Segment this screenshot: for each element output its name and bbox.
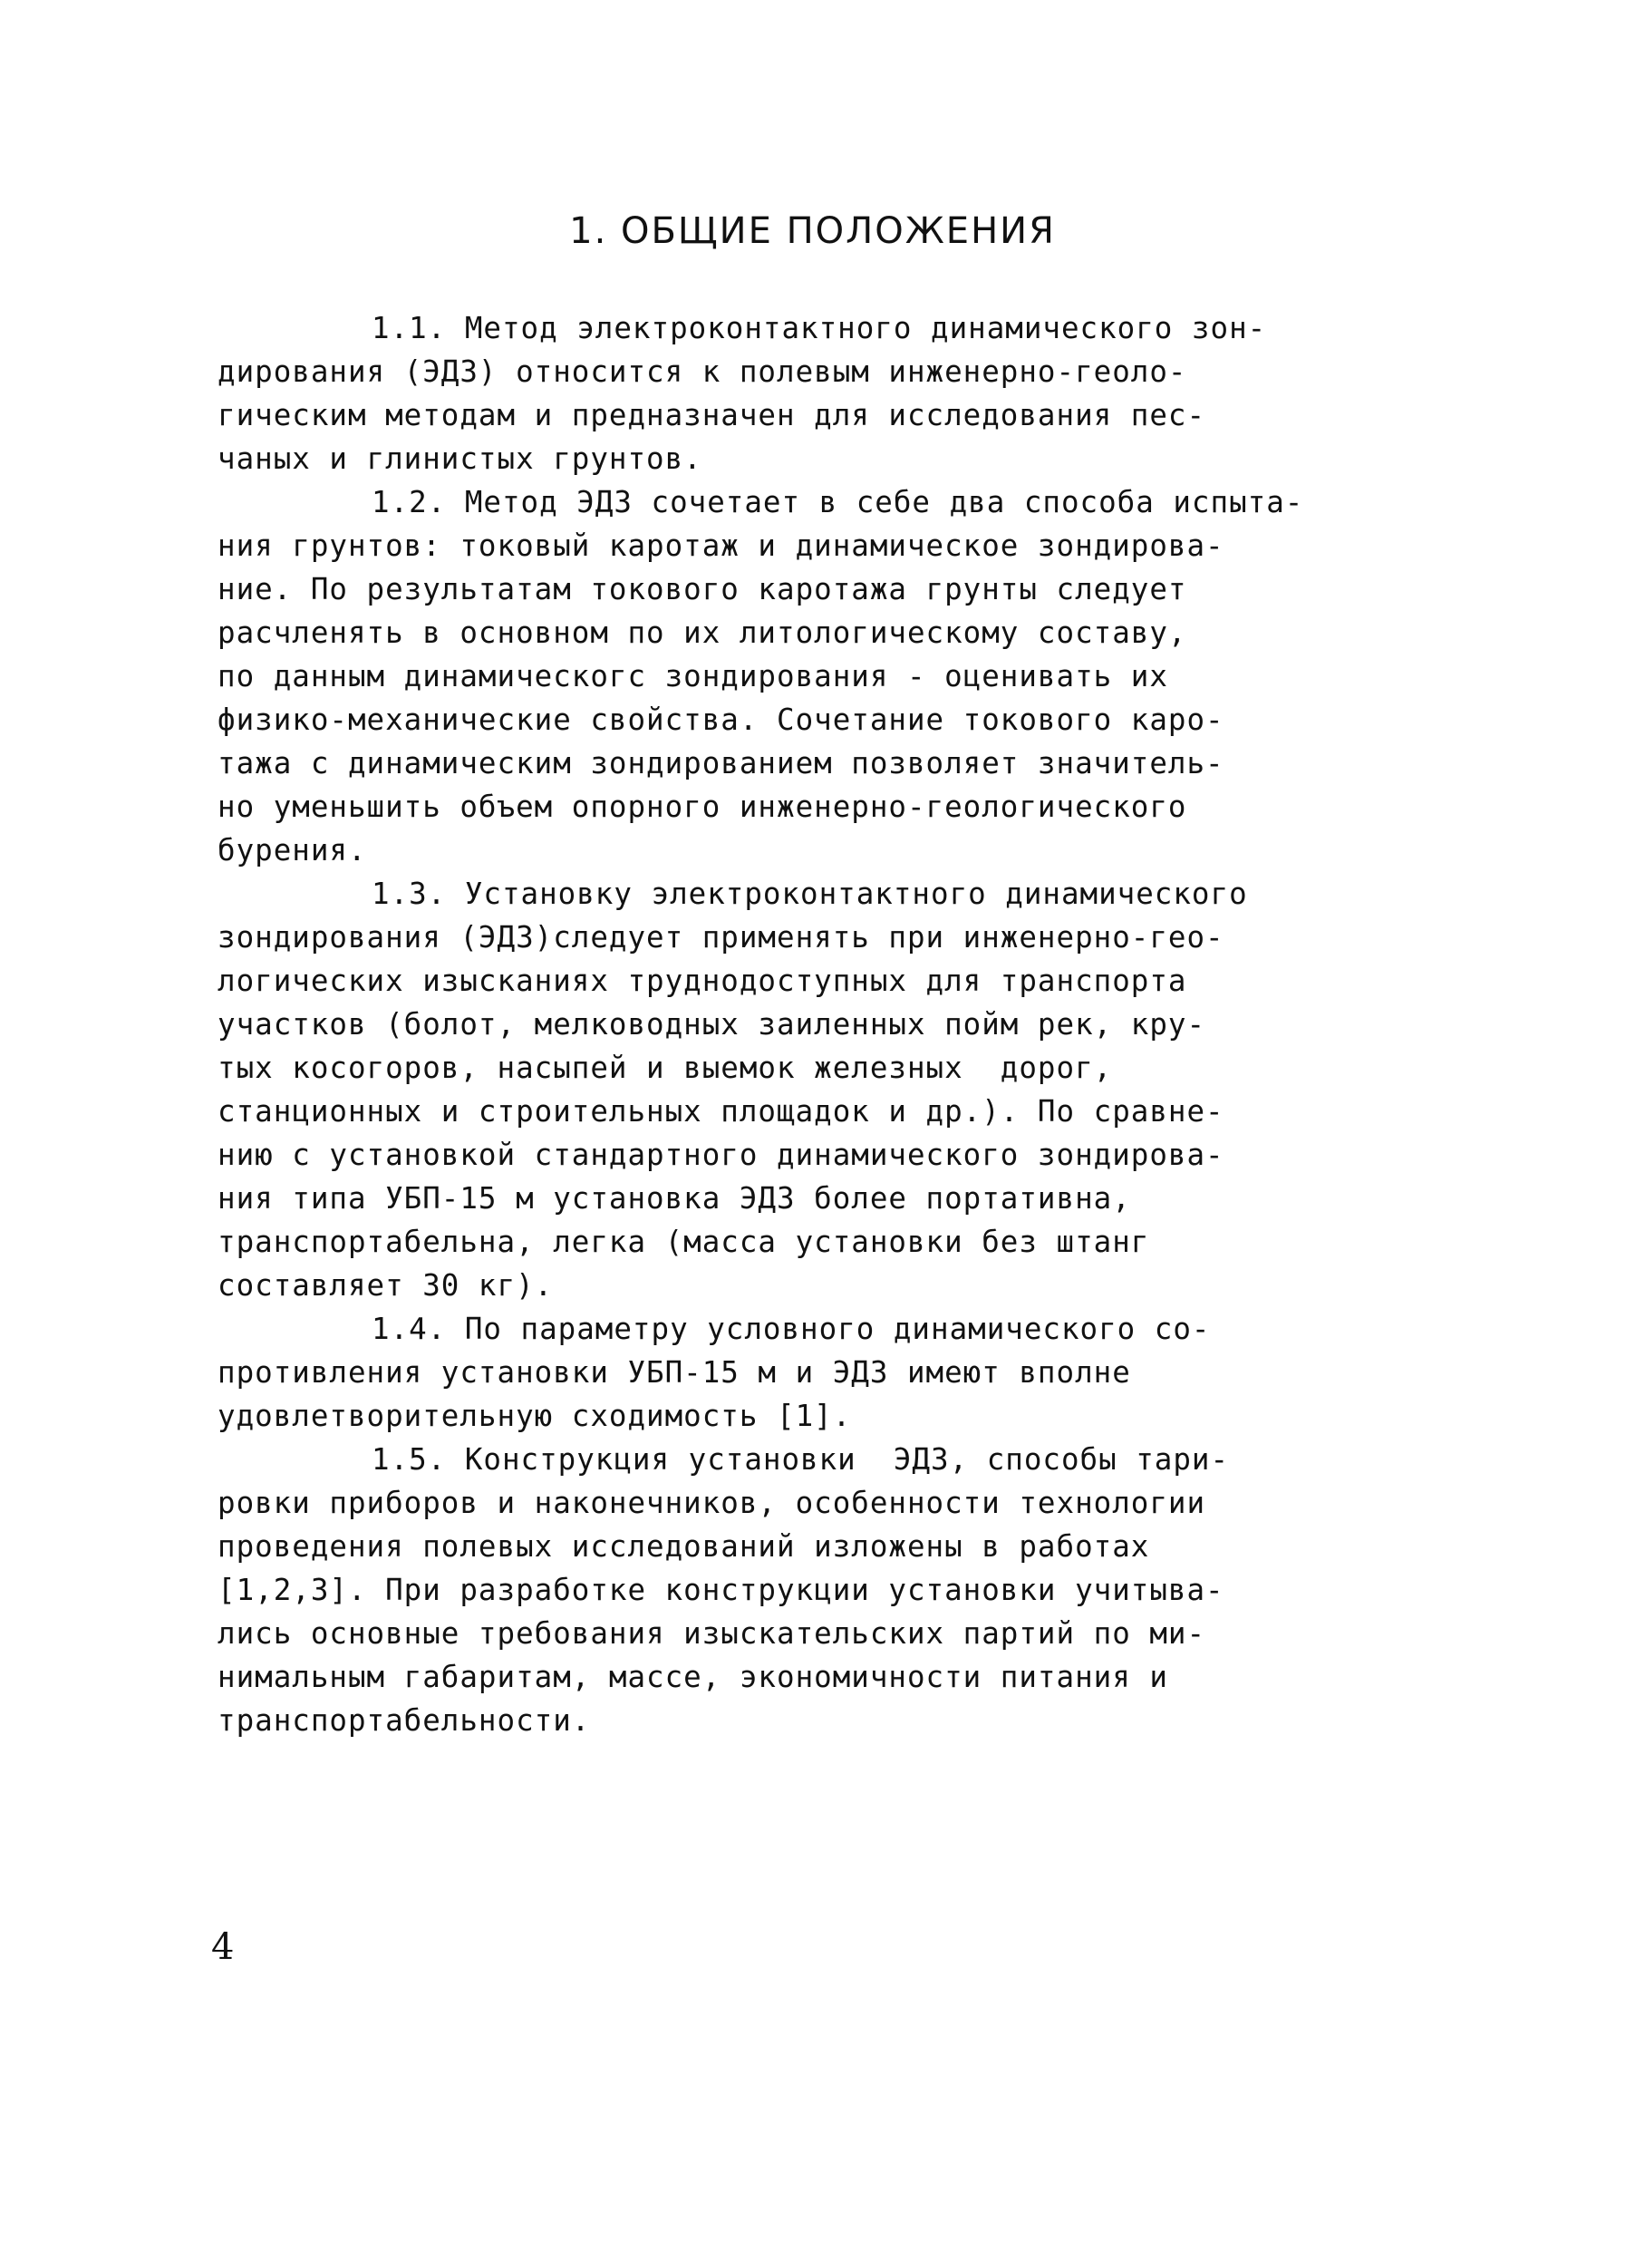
text-line: ние. По результатам токового каротажа грунты следует [218,572,1187,606]
text-line: дирования (ЭДЗ) относится к полевым инженерно-геоло- [218,354,1187,389]
text-line: логических изысканиях труднодоступных для транспорта [218,964,1187,998]
paragraph-first-line: 1.2. Метод ЭДЗ сочетает в себе два способа испыта- [372,485,1304,519]
text-line: расчленять в основном по их литологическому составу, [218,615,1187,650]
text-line: транспортабельна, легка (масса установки без штанг [218,1225,1150,1259]
text-line: транспортабельности. [218,1703,591,1738]
text-line: противления установки УБП-15 м и ЭДЗ имеют вполне [218,1355,1131,1390]
text-line: [1,2,3]. При разработке конструкции установки учитыва- [218,1573,1224,1607]
text-line: участков (болот, мелководных заиленных пойм рек, кру- [218,1007,1206,1042]
text-line: по данным динамическогс зондирования - оценивать их [218,659,1168,693]
paragraph-first-line: 1.5. Конструкция установки ЭДЗ, способы тари- [372,1442,1230,1477]
text-line: нию с установкой стандартного динамического зондирова- [218,1138,1224,1172]
text-line: гическим методам и предназначен для исследования пес- [218,398,1206,432]
text-line: лись основные требования изыскательских партий по ми- [218,1616,1206,1651]
page-number: 4 [211,1926,235,1968]
text-line: тых косогоров, насыпей и выемок железных дорог, [218,1051,1113,1085]
text-line: станционных и строительных площадок и др.). По сравне- [218,1094,1224,1129]
text-line: проведения полевых исследований изложены в работах [218,1529,1150,1564]
text-line: бурения. [218,833,367,867]
text-line: составляет 30 кг). [218,1268,554,1303]
paragraph-first-line: 1.3. Установку электроконтактного динамического [372,877,1248,911]
text-line: ровки приборов и наконечников, особенности технологии [218,1486,1206,1520]
text-line: ния типа УБП-15 м установка ЭДЗ более портативна, [218,1181,1131,1216]
text-line: удовлетворительную сходимость [1]. [218,1399,852,1433]
text-line: тажа с динамическим зондированием позволяет значитель- [218,746,1224,780]
text-line: физико-механические свойства. Сочетание токового каро- [218,703,1224,737]
paragraph-first-line: 1.4. По параметру условного динамического со- [372,1312,1211,1346]
text-line: чаных и глинистых грунтов. [218,441,702,476]
text-line: но уменьшить объем опорного инженерно-геологического [218,790,1187,824]
text-line: зондирования (ЭДЗ)следует применять при инженерно-гео- [218,920,1224,955]
body-text [218,306,1432,1742]
text-line: нимальным габаритам, массе, экономичности питания и [218,1660,1168,1694]
section-heading: 1. ОБЩИЕ ПОЛОЖЕНИЯ [569,210,1056,252]
text-line: ния грунтов: токовый каротаж и динамическое зондирова- [218,528,1224,563]
paragraph-first-line: 1.1. Метод электроконтактного динамического зон- [372,311,1267,345]
